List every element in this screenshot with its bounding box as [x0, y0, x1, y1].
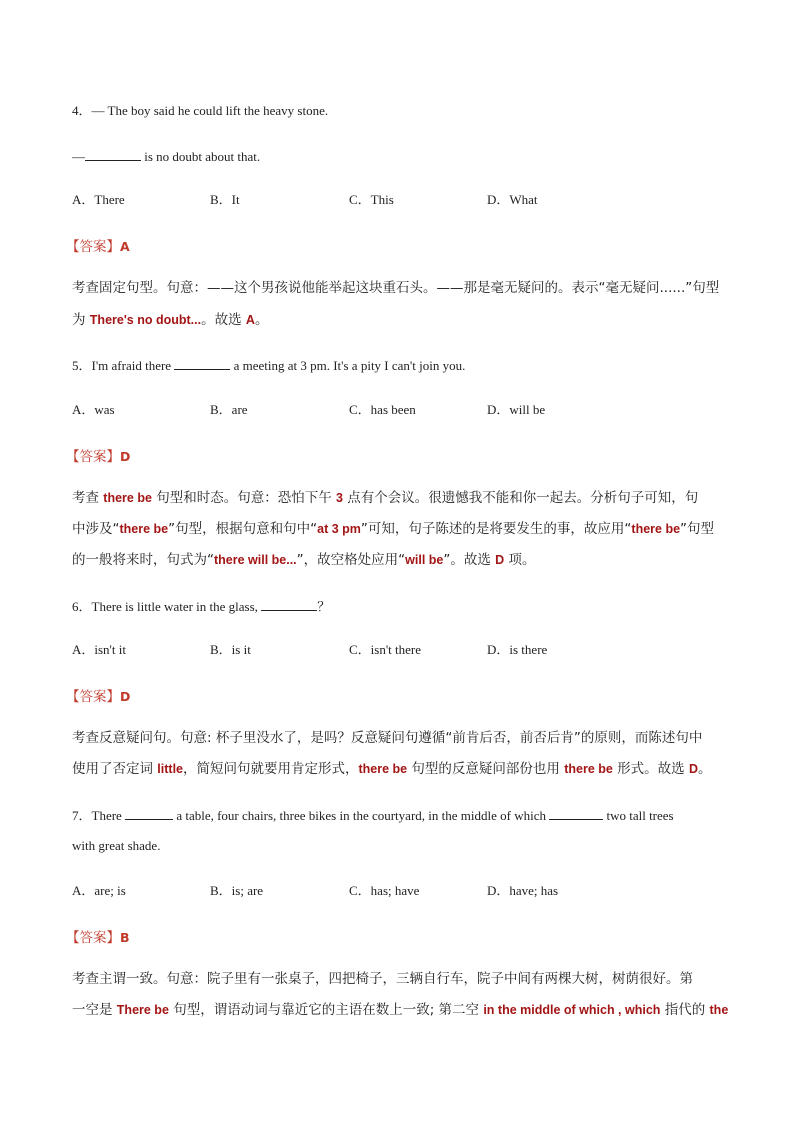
q7-stem: 7．There a table, four chairs, three bikes in the courtyard, in the middle of which two tall trees — [72, 808, 674, 823]
answer-blank[interactable] — [85, 148, 141, 161]
q7-option-c[interactable]: C．has; have — [349, 883, 420, 898]
q4-explanation-1: 考查固定句型。句意：——这个男孩说他能举起这块重石头。——那是毫无疑问的。表示“毫无疑问......”句型 — [72, 280, 720, 296]
q6-stem: 6．There is little water in the glass, ？ — [72, 599, 331, 614]
q6-option-b[interactable]: B．is it — [210, 642, 251, 657]
q6-explanation-1: 考查反意疑问句。句意: 杯子里没水了，是吗？反意疑问句遵循“前肯后否，前否后肯”的原则，而陈述句中 — [72, 730, 703, 746]
q5-explanation-3: 的一般将来时，句式为“there will be...”，故空格处应用“will be”。故选 D 项。 — [72, 552, 536, 568]
q4-explanation-2: 为 There's no doubt...。故选 A。 — [72, 312, 269, 328]
q5-answer: 【答案】D — [66, 449, 131, 465]
q6-option-c[interactable]: C．isn't there — [349, 642, 422, 657]
answer-blank[interactable] — [174, 357, 230, 370]
q4-option-b[interactable]: B．It — [210, 192, 240, 207]
q7-explanation-1: 考查主谓一致。句意：院子里有一张桌子，四把椅子，三辆自行车，院子中间有两棵大树，树荫很好。第 — [72, 971, 693, 987]
q5-stem: 5．I'm afraid there a meeting at 3 pm. It's a pity I can't join you. — [72, 358, 466, 373]
q4-stem-2: — is no doubt about that. — [72, 149, 261, 164]
q5-explanation-1: 考查 there be 句型和时态。句意：恐怕下午 3 点有个会议。很遗憾我不能和你一起去。分析句子可知，句 — [72, 490, 699, 506]
q4-stem: 4．— The boy said he could lift the heavy stone. — [72, 103, 329, 118]
q5-option-b[interactable]: B．are — [210, 402, 248, 417]
q5-explanation-2: 中涉及“there be”句型，根据句意和句中“at 3 pm”可知，句子陈述的是将要发生的事，故应用“there be”句型 — [72, 521, 715, 537]
q7-stem-2: with great shade. — [72, 838, 161, 853]
q6-option-a[interactable]: A．isn't it — [72, 642, 126, 657]
q7-option-a[interactable]: A．are; is — [72, 883, 126, 898]
q7-explanation-2: 一空是 There be 句型，谓语动词与靠近它的主语在数上一致; 第二空 in the middle of which , which 指代的 the — [72, 1002, 729, 1018]
q6-option-d[interactable]: D．is there — [487, 642, 548, 657]
q7-answer: 【答案】B — [66, 930, 130, 946]
q7-option-d[interactable]: D．have; has — [487, 883, 559, 898]
q6-answer: 【答案】D — [66, 689, 131, 705]
q4-option-a[interactable]: A．There — [72, 192, 125, 207]
q4-answer: 【答案】A — [66, 239, 130, 255]
q4-option-c[interactable]: C．This — [349, 192, 394, 207]
q5-option-d[interactable]: D．will be — [487, 402, 546, 417]
q6-explanation-2: 使用了否定词 little，简短问句就要用肯定形式，there be 句型的反意疑问部份也用 there be 形式。故选 D。 — [72, 761, 712, 777]
q7-option-b[interactable]: B．is; are — [210, 883, 264, 898]
q4-option-d[interactable]: D．What — [487, 192, 538, 207]
answer-blank[interactable] — [125, 807, 173, 820]
answer-blank[interactable] — [549, 807, 603, 820]
q5-option-c[interactable]: C．has been — [349, 402, 416, 417]
q5-option-a[interactable]: A．was — [72, 402, 115, 417]
answer-blank[interactable] — [261, 598, 317, 611]
